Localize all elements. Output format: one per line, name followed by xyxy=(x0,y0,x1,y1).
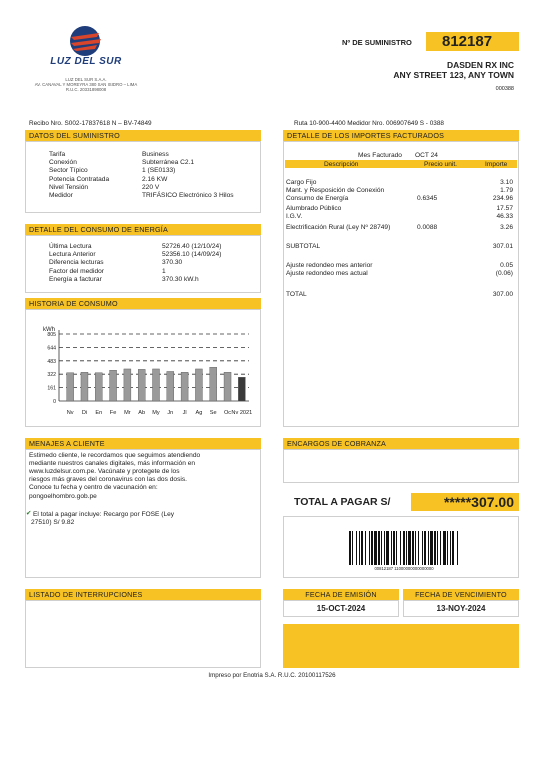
supply-row-label: Medidor xyxy=(49,192,73,199)
barcode-bar xyxy=(381,531,382,565)
consumption-row-value: 1 xyxy=(162,267,166,275)
supply-row-value: 2.16 KW xyxy=(142,175,168,183)
chart-xtick-label: Se xyxy=(209,410,217,416)
chart-bar xyxy=(81,372,88,401)
barcode-bar xyxy=(371,531,373,565)
charges-box xyxy=(283,141,519,427)
charge-desc: I.G.V. xyxy=(286,213,303,220)
col-unit-price: Precio unit. xyxy=(424,160,457,168)
supply-row-label: Potencia Contratada xyxy=(49,175,110,183)
supply-row-value: Subterránea C2.1 xyxy=(142,159,195,167)
chart-xtick-label: Nv xyxy=(66,410,74,416)
total-to-pay-label: TOTAL A PAGAR S/ xyxy=(294,496,391,508)
chart-xtick-label: Nv 2021 xyxy=(231,410,253,416)
charges-header: DETALLE DE LOS IMPORTES FACTURADOS xyxy=(283,130,519,141)
barcode-bar xyxy=(447,531,448,565)
barcode-bar xyxy=(452,531,454,565)
barcode-bar xyxy=(422,531,423,565)
barcode-number: 00812187 11000000000000000 xyxy=(374,566,434,571)
consumption-header: DETALLE DEL CONSUMO DE ENERGÍA xyxy=(25,224,261,235)
interruptions-header: LISTADO DE INTERRUPCIONES xyxy=(25,589,261,600)
message-line: Estimedo cliente, le recordamos que seguimos atendiendo xyxy=(29,452,201,459)
interruptions-box xyxy=(25,600,261,668)
supply-row-value: 220 V xyxy=(142,183,160,191)
chart-ytick-label: 322 xyxy=(47,372,56,379)
chart-xtick-label: Mr xyxy=(124,410,131,416)
barcode-bar xyxy=(424,531,426,565)
barcode-bar xyxy=(386,531,389,565)
chart-bar xyxy=(238,377,245,401)
supply-row-value: TRIFÁSICO Electrónico 3 Hilos xyxy=(142,192,234,199)
billed-month-value: OCT 24 xyxy=(415,152,438,159)
charge-desc: Cargo Fijo xyxy=(286,179,317,186)
adjust-curr-value: (0.06) xyxy=(495,270,513,277)
chart-xtick-label: Oc xyxy=(223,410,232,416)
barcode-bar xyxy=(374,531,377,565)
history-header: HISTORIA DE CONSUMO xyxy=(25,298,261,309)
barcode-bar xyxy=(356,531,357,565)
chart-bar xyxy=(153,369,160,401)
chart-xtick-label: Ab xyxy=(138,410,146,416)
due-date-header: FECHA DE VENCIMIENTO xyxy=(403,589,519,600)
due-date-value: 13-NOY-2024 xyxy=(403,600,519,617)
barcode-bar xyxy=(349,531,351,565)
barcode-bar xyxy=(406,531,407,565)
note-line: 27510) S/ 9.82 xyxy=(31,519,75,527)
company-logo xyxy=(44,24,126,76)
consumption-history-chart xyxy=(25,309,261,427)
charge-amount: 1.79 xyxy=(500,187,513,194)
consumption-row-value: 52726.40 (12/10/24) xyxy=(162,243,222,250)
chart-xtick-label: Jl xyxy=(182,410,187,416)
chart-bar xyxy=(138,369,145,401)
check-icon: ✔ xyxy=(26,510,32,517)
chart-bar xyxy=(195,369,202,401)
company-ruc: R.U.C. 20331898008 xyxy=(65,87,107,92)
charge-amount: 3.10 xyxy=(500,179,513,186)
emission-date-value: 15-OCT-2024 xyxy=(283,600,399,617)
route-line: Ruta 10-900-4400 Medidor Nro. 006907649 S - 0388 xyxy=(294,120,444,127)
chart-bar xyxy=(167,371,174,401)
chart-bar xyxy=(67,373,74,401)
barcode-bar xyxy=(396,531,397,565)
chart-bar xyxy=(210,367,217,401)
chart-ylabel: kWh xyxy=(43,327,55,333)
logo-text: LUZ DEL SUR xyxy=(50,56,122,67)
barcode-bar xyxy=(369,531,370,565)
charge-amount: 17.57 xyxy=(496,205,513,212)
subtotal-value: 307.01 xyxy=(492,243,513,250)
supply-row-label: Sector Típico xyxy=(49,167,88,175)
supply-row-label: Nivel Tensión xyxy=(49,183,89,191)
messages-header: MENAJES A CLIENTE xyxy=(25,438,261,449)
barcode-bar xyxy=(352,531,353,565)
charge-unit-price: 0.0088 xyxy=(417,224,438,231)
consumption-row-value: 370.30 kW.h xyxy=(162,275,199,283)
consumption-row-label: Factor del medidor xyxy=(49,267,104,275)
total-to-pay-value: *****307.00 xyxy=(411,493,519,511)
charge-amount: 46.33 xyxy=(496,213,513,220)
supply-number-label: Nº DE SUMINISTRO xyxy=(342,38,412,47)
charges-table-header xyxy=(285,160,517,168)
message-line: riesgos más graves del coronavirus con las dos dosis. xyxy=(29,476,187,484)
chart-ytick-label: 805 xyxy=(47,332,56,338)
barcode-bar xyxy=(440,531,441,565)
barcode-bar xyxy=(437,531,438,565)
barcode-bar xyxy=(434,531,436,565)
charge-desc: Electrificación Rural (Ley Nº 28749) xyxy=(286,224,391,231)
chart-ytick-label: 0 xyxy=(53,399,56,405)
message-line: mediante nuestros canales digitales, más información en xyxy=(29,460,196,468)
charge-amount: 3.26 xyxy=(500,224,513,231)
customer-address: ANY STREET 123, ANY TOWN xyxy=(393,70,514,80)
subtotal-label: SUBTOTAL xyxy=(286,243,321,250)
barcode-bar xyxy=(428,531,429,565)
barcode-bar xyxy=(393,531,395,565)
chart-bar xyxy=(95,373,102,401)
charge-desc: Mant. y Resposición de Conexión xyxy=(286,187,385,194)
supply-row-label: Conexión xyxy=(49,159,77,167)
chart-xtick-label: Jn xyxy=(167,410,174,416)
chart-xtick-label: Di xyxy=(81,410,88,416)
chart-ytick-label: 483 xyxy=(47,358,56,365)
barcode-bar xyxy=(412,531,414,565)
consumption-row-label: Energía a facturar xyxy=(49,275,102,283)
supply-row-value: Business xyxy=(142,151,169,158)
barcode-bar xyxy=(430,531,433,565)
supply-number: 812187 xyxy=(426,32,519,51)
yellow-block xyxy=(283,624,519,668)
barcode-bar xyxy=(457,531,458,565)
charge-unit-price: 0.6345 xyxy=(417,195,438,202)
message-line: Conoce tu fecha y centro de vacunación en: xyxy=(29,484,158,492)
emission-date-header: FECHA DE EMISIÓN xyxy=(283,589,399,600)
chart-bar xyxy=(181,372,188,401)
encargos-header: ENCARGOS DE COBRANZA xyxy=(283,438,519,449)
chart-bar xyxy=(124,369,131,401)
footer-printer: Impreso por Enotria S.A. R.U.C. 20100117526 xyxy=(208,672,336,679)
charge-amount: 234.96 xyxy=(492,195,513,202)
chart-xtick-label: My xyxy=(152,410,160,416)
chart-bar xyxy=(110,370,117,401)
barcode-bar xyxy=(378,531,380,565)
barcode-bar xyxy=(365,531,366,565)
logo-emblem-icon xyxy=(44,24,126,76)
receipt-line: Recibo Nro. S002-17837618 N – BV-74849 xyxy=(29,120,152,127)
charge-desc: Alumbrado Público xyxy=(286,205,342,212)
supply-details-header: DATOS DEL SUMINISTRO xyxy=(25,130,261,141)
note-line: El total a pagar incluye: Recargo por FOSE (Ley xyxy=(33,511,175,518)
col-description: Descripción xyxy=(324,160,359,168)
barcode-bar xyxy=(361,531,363,565)
billed-month-label: Mes Facturado xyxy=(358,152,402,159)
supply-row-value: 1 (SE0133) xyxy=(142,167,176,175)
consumption-row-label: Diferencia lecturas xyxy=(49,259,104,267)
chart-ytick-label: 161 xyxy=(47,385,56,392)
adjust-curr-label: Ajuste redondeo mes actual xyxy=(286,270,368,277)
barcode-bar xyxy=(408,531,411,565)
barcode-bar xyxy=(443,531,446,565)
consumption-row-value: 370.30 xyxy=(162,259,183,267)
message-line: pongoelhombro.gob.pe xyxy=(29,492,97,500)
supply-row-label: Tarifa xyxy=(49,151,66,158)
chart-xtick-label: Ag xyxy=(195,410,203,416)
encargos-box xyxy=(283,449,519,483)
message-line: www.luzdelsur.com.pe. Vacúnate y protegete de los xyxy=(29,468,180,476)
charge-desc: Consumo de Energía xyxy=(286,195,349,202)
barcode-bar xyxy=(391,531,392,565)
col-amount: Importe xyxy=(485,160,508,168)
company-address: AV. CANAVAL Y MOREYRA 380 SAN ISIDRO – LIMA xyxy=(34,82,138,87)
adjust-prev-label: Ajuste redondeo mes anterior xyxy=(286,262,373,269)
customer-code: 000388 xyxy=(495,86,514,92)
barcode-bar xyxy=(400,531,401,565)
customer-name: DASDEN RX INC xyxy=(446,60,514,70)
barcode-bar xyxy=(359,531,360,565)
consumption-row-label: Lectura Anterior xyxy=(49,251,96,259)
total-value: 307.00 xyxy=(492,291,513,298)
barcode-image xyxy=(347,531,461,565)
chart-xtick-label: Fe xyxy=(109,410,117,416)
consumption-row-label: Última Lectura xyxy=(49,243,92,250)
consumption-row-value: 52356.10 (14/09/24) xyxy=(162,251,222,259)
adjust-prev-value: 0.05 xyxy=(500,262,513,269)
chart-xtick-label: En xyxy=(95,410,103,416)
barcode-bar xyxy=(384,531,385,565)
total-label: TOTAL xyxy=(286,291,307,298)
chart-bar xyxy=(224,372,231,401)
barcode-bar xyxy=(450,531,451,565)
company-name: LUZ DEL SUR S.A.A. xyxy=(65,77,107,82)
barcode-bar xyxy=(418,531,419,565)
barcode-bar xyxy=(403,531,405,565)
chart-ytick-label: 644 xyxy=(47,345,56,352)
barcode-bar xyxy=(415,531,416,565)
